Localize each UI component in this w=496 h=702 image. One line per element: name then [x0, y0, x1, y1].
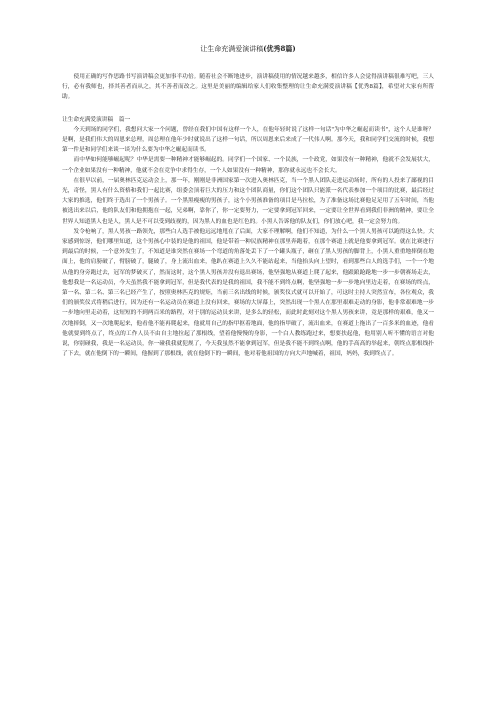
title-main: 让生命充满爱演讲稿 [200, 45, 264, 53]
body-paragraph-2: 而中华如何能够崛起呢？中华是需要一种精神才能够崛起的。同学们一个国家、一个民族，一个政党，如果没有一种精神，他就不会发展状大，一个企业如果没有一种精神，他就不会在竞争中求得生存，一个人如果没有一种精神，那你就永远也不会长大。 [62, 157, 434, 174]
body-paragraph-3: 在很早以前，一届奥林匹克运动会上，那一年，刚刚是非洲国家第一次进入奥林匹克，当一个黑人团队走进运动场时，所有的人投来了鄙视的目光，奇怪，黑人有什么资格和我们一起比赛，组委会顶着巨大的压力和这个团队商量，你们这个团队只能派一名代表参加一个项目的比赛，最后经过大家的推选，他们终于选出了一个男孩子。一个黑黑瘦瘦的男孩子，这个小男孩准备的项目是马拉松，为了准备这场比赛他足足用了五年时间，当他被选出来以后，他的队友们和他拥抱在一起，兄弟啊，靠你了，你一定要努力，一定要拿到冠军回来，一定要让全世界看到我们非洲的精神，要让全世界人知道黑人也是人，黑人是不可以受到歧视的，因为黑人的血也是红色的。小黑人告诉他的队友们，你们放心吧，我一定会努力的。 [62, 177, 434, 225]
body-paragraph-1: 今天到场的同学们，我想问大家一个问题，曾经在我们中国有这样一个人，在他年轻时说了这样一句话"为中华之崛起而读书"，这个人是谁呀？是啊，是我们伟大的周恩来总理，周总理在他年少时就说出了这样一句话，所以周恩来后来成了一代伟人啊。那今天，我和同学们交流的时候，我想第一件是和同学们来谈一谈为什么要为中华之崛起而读书。 [62, 126, 434, 154]
section-heading: 让生命充满爱演讲稿 篇一 [62, 116, 131, 123]
document-page [62, 44, 434, 359]
document-title [62, 44, 434, 54]
intro-paragraph: 使用正确的写作思路书写演讲稿会更加事半功倍。随着社会不断地进步，演讲稿使用的情况越来越多，相信许多人会觉得演讲稿很难写吧，三人行，必有我师也，择其善者而从之，其不善者而改之。这里是美丽的编辑给家人们收集整理的让生命充满爱演讲稿【优秀8篇】，希望对大家有所帮助。 [62, 74, 434, 101]
body-paragraph-4: 发令枪响了，黑人男孩一路领先，那些白人选手被他远远地甩在了后面，大家不理解啊，他们不知道，为什么一个黑人男孩可以跑得这么快。大家感到惊讶，他们哪里知道，这个男孩心中装的是他的祖国，他是带着一种民族精神在那里奔跑着，在那个赛道上就是他要拿到冠军。就在比赛进行到最后的时候，一个意外发生了，不知道是谁突然在赛场一个弯道的角落处丢下了一个罐头瓶子，砸在了黑人男孩的脚背上，小黑人重重地摔倒在地面上，他的肩膀破了，臂膀破了，腿破了，身上流出血来，他趴在赛道上久久不能站起来，当他抬头向上望时，看到那些白人的选手们，一个一个地从他的身旁跑过去，冠军的梦破灭了，然而这时，这个黑人男孩并没有退出赛场，他坚强地从赛道上爬了起来，他踉踉跄跄地一步一步朝赛场走去，他想我是一名运动员，今天虽然我不能拿到冠军，但是我代表的是我的祖国，我不能不到终点啊，他坚强地一步一步地向里边走着，在赛场的终点，第一名、第二名、第三名已经产生了，按照奥林匹克的规矩，当前三名出线的时候，颁奖仪式就可以开始了，可这时主持人突然宣布，各位观众，我们的颁奖仪式将稍后进行，因为还有一名运动员在赛道上没有回来，赛场的大屏幕上，突然出现一个黑人在那里艰难走动的身影，他非常艰难地一步一步地向里走动着，这短短的不到两百米的路程，对于别的运动员来讲，是多么的轻松，而此时此刻对这个黑人男孩来讲，竟是那样的艰难，他又一次地摔倒，又一次地爬起来，他看他不能再爬起来，他就用自己的指甲抠着地面，他的指甲破了，流出血来，在赛道上拖出了一百多米的血迹，他看他就要到终点了，终点的工作人员不由自主地拉起了那根线，望着他慢慢的身影，一个白人教练跑过来，想要扶起他，他用别人听不懂的语言对他说，你别碰我，我是一名运动员，你一碰我我就犯规了，今天我虽然不能拿到冠军，但是我不能不到终点啊，他的手高高的举起来，朝终点那根线扑了下去，就在他倒下的一瞬间，他握到了那根线，就在他倒下的一瞬间，他对着他祖国的方向大声地喊着，祖国，妈妈，我到终点了。 [62, 228, 434, 358]
title-suffix: (优秀8篇) [263, 44, 296, 53]
